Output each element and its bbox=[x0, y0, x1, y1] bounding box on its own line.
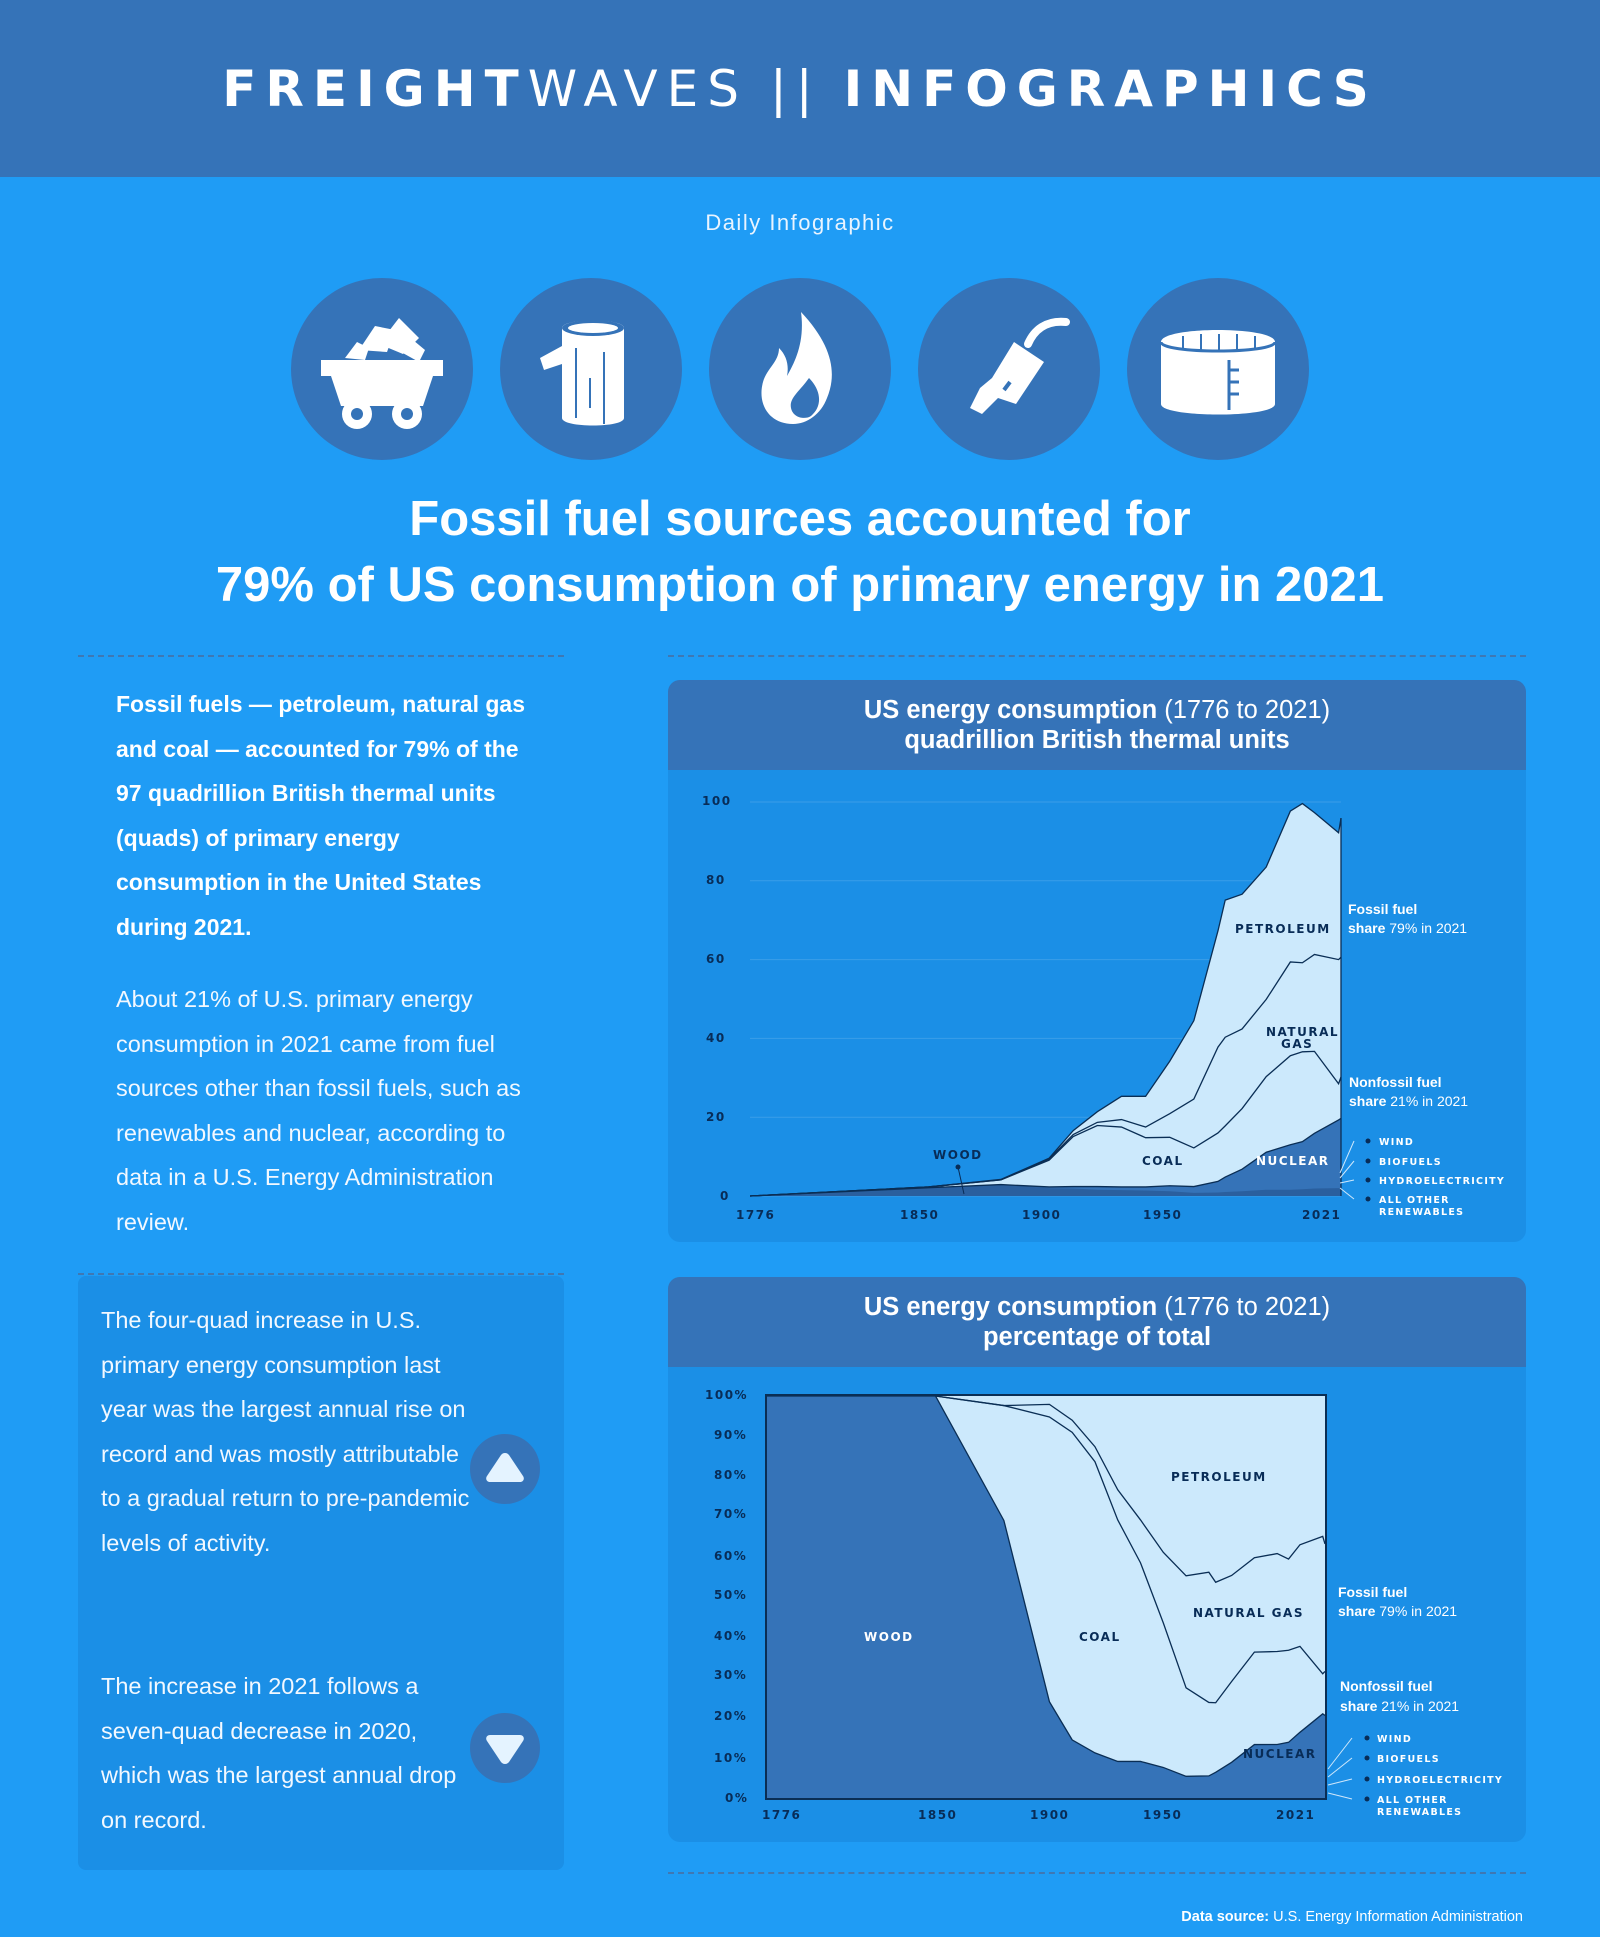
c2-ytick-90: 90% bbox=[714, 1428, 748, 1442]
subtitle: Daily Infographic bbox=[705, 210, 895, 235]
c2-ytick-50: 50% bbox=[714, 1588, 748, 1602]
c2-label-nuclear: NUCLEAR bbox=[1243, 1747, 1317, 1761]
c2-ytick-100: 100% bbox=[705, 1388, 749, 1402]
c1-xtick-1850: 1850 bbox=[900, 1208, 940, 1222]
c1-ytick-0: 0 bbox=[720, 1189, 730, 1203]
c2-xtick-1900: 1900 bbox=[1030, 1808, 1070, 1822]
c2-label-natural-gas: NATURAL GAS bbox=[1193, 1606, 1304, 1620]
brand-bold: FREIGHT bbox=[222, 59, 528, 118]
c1-label-nuclear: NUCLEAR bbox=[1256, 1154, 1330, 1168]
c2-label-other-2: RENEWABLES bbox=[1377, 1807, 1463, 1818]
c2-label-other-1: ALL OTHER bbox=[1377, 1795, 1448, 1806]
intro-paragraph: About 21% of U.S. primary energy consumption in 2021 came from fuel sources other than fossil fuels, such as renewables and nuclear, according to data in a U.S. Energy Administration review. bbox=[116, 986, 521, 1235]
c2-label-biofuels: BIOFUELS bbox=[1377, 1754, 1440, 1765]
c2-ytick-10: 10% bbox=[714, 1751, 748, 1765]
c1-xtick-1776: 1776 bbox=[736, 1208, 776, 1222]
chart-2-title-range: (1776 to 2021) bbox=[1164, 1293, 1331, 1321]
c1-label-biofuels: BIOFUELS bbox=[1379, 1157, 1442, 1168]
chart-2-title: US energy consumption bbox=[863, 1293, 1158, 1321]
fuel-nozzle-icon bbox=[918, 278, 1100, 460]
chart-1-title: US energy consumption bbox=[863, 696, 1158, 724]
c1-ytick-60: 60 bbox=[706, 952, 726, 966]
data-source bbox=[1181, 1909, 1523, 1925]
arrow-up-icon bbox=[470, 1434, 540, 1504]
svg-text:share 79% in 2021 bbox=[1348, 920, 1467, 936]
headline-line-2: 79% of US consumption of primary energy in 2021 bbox=[215, 558, 1385, 612]
c1-ytick-80: 80 bbox=[706, 873, 726, 887]
c1-label-hydro: HYDROELECTRICITY bbox=[1379, 1176, 1506, 1187]
c2-label-hydro: HYDROELECTRICITY bbox=[1377, 1775, 1504, 1786]
c1-label-wood: WOOD bbox=[933, 1148, 983, 1162]
arrow-down-icon bbox=[470, 1713, 540, 1783]
intro-lead: Fossil fuels — petroleum, natural gas and coal — accounted for 79% of the 97 quadrillion British thermal units (quads) of primary energy consumption in the United States during 2021. bbox=[116, 691, 525, 940]
c2-ytick-20: 20% bbox=[714, 1709, 748, 1723]
c1-fossil-share-bold: share bbox=[1348, 920, 1386, 936]
c1-label-coal: COAL bbox=[1142, 1154, 1184, 1168]
c2-small-leaders bbox=[1328, 1738, 1352, 1799]
chart-1-subtitle: quadrillion British thermal units bbox=[904, 726, 1290, 754]
c2-nonfossil-share-bold: share bbox=[1340, 1698, 1378, 1714]
c2-fossil-share-bold: share bbox=[1338, 1603, 1376, 1619]
c1-ytick-100: 100 bbox=[702, 794, 732, 808]
c2-label-coal: COAL bbox=[1079, 1630, 1121, 1644]
divider-left-middle bbox=[78, 1273, 564, 1275]
divider-right-top bbox=[668, 655, 1526, 657]
decrease-text: The increase in 2021 follows a seven-quad decrease in 2020, which was the largest annual drop on record. bbox=[101, 1673, 457, 1833]
c2-label-wind: WIND bbox=[1377, 1734, 1413, 1745]
c2-label-wood: WOOD bbox=[864, 1630, 914, 1644]
c1-label-natural-gas-1: NATURAL bbox=[1266, 1025, 1340, 1039]
c1-small-leaders bbox=[1340, 1141, 1354, 1199]
c2-fossil-share-value: 79% in 2021 bbox=[1379, 1603, 1458, 1619]
c2-label-petroleum: PETROLEUM bbox=[1171, 1470, 1267, 1484]
brand-section: INFOGRAPHICS bbox=[843, 59, 1378, 118]
c1-nonfossil-share-bold: share bbox=[1349, 1093, 1387, 1109]
chart-1-title-range: (1776 to 2021) bbox=[1164, 696, 1331, 724]
c2-xtick-1850: 1850 bbox=[918, 1808, 958, 1822]
c1-ytick-20: 20 bbox=[706, 1110, 726, 1124]
c1-nonfossil-share-value: 21% in 2021 bbox=[1390, 1093, 1469, 1109]
source-label: Data source: bbox=[1181, 1909, 1270, 1925]
chart-2-subtitle: percentage of total bbox=[982, 1323, 1212, 1351]
c2-ytick-60: 60% bbox=[714, 1549, 748, 1563]
coal-cart-icon bbox=[291, 278, 473, 460]
c1-label-other-2: RENEWABLES bbox=[1379, 1207, 1465, 1218]
chart-2-plot bbox=[668, 1367, 1526, 1842]
wood-log-icon bbox=[500, 278, 682, 460]
headline bbox=[0, 486, 1600, 618]
chart-1-header bbox=[668, 680, 1526, 770]
c1-fossil-title: Fossil fuel bbox=[1348, 901, 1418, 917]
c2-xtick-2021: 2021 bbox=[1276, 1808, 1316, 1822]
c1-label-petroleum: PETROLEUM bbox=[1235, 922, 1331, 936]
c2-ytick-80: 80% bbox=[714, 1468, 748, 1482]
c1-xtick-2021: 2021 bbox=[1302, 1208, 1342, 1222]
c2-nonfossil-share-value: 21% in 2021 bbox=[1381, 1698, 1460, 1714]
brand-title bbox=[222, 60, 1377, 118]
source-value: U.S. Energy Information Administration bbox=[1273, 1909, 1523, 1925]
flame-icon bbox=[709, 278, 891, 460]
storage-tank-icon bbox=[1127, 278, 1309, 460]
chart-card-percent bbox=[668, 1277, 1526, 1842]
brand-light: WAVES bbox=[527, 59, 748, 118]
svg-text:share 79% in 2021 bbox=[1338, 1603, 1457, 1619]
chart-card-quads bbox=[668, 680, 1526, 1242]
c2-fossil-title: Fossil fuel bbox=[1338, 1584, 1408, 1600]
c1-label-wind: WIND bbox=[1379, 1137, 1415, 1148]
c1-fossil-area bbox=[750, 804, 1341, 1196]
icon-row bbox=[291, 278, 1311, 460]
c1-label-other-1: ALL OTHER bbox=[1379, 1195, 1450, 1206]
c2-nonfossil-title: Nonfossil fuel bbox=[1340, 1678, 1433, 1694]
c2-ytick-70: 70% bbox=[714, 1507, 748, 1521]
c2-ytick-30: 30% bbox=[714, 1668, 748, 1682]
c2-xtick-1776: 1776 bbox=[762, 1808, 802, 1822]
brand-separator: || bbox=[769, 59, 822, 118]
svg-text:share 21% in 2021 bbox=[1349, 1093, 1468, 1109]
divider-left-top bbox=[78, 655, 564, 657]
c2-xtick-1950: 1950 bbox=[1143, 1808, 1183, 1822]
c1-label-natural-gas-2: GAS bbox=[1281, 1037, 1314, 1051]
c1-ytick-40: 40 bbox=[706, 1031, 726, 1045]
c2-ytick-40: 40% bbox=[714, 1629, 748, 1643]
increase-text: The four-quad increase in U.S. primary energy consumption last year was the largest annual rise on record and was mostly attributable to a gradual return to pre-pandemic levels of activity. bbox=[101, 1307, 470, 1556]
c2-ytick-0: 0% bbox=[725, 1791, 749, 1805]
svg-text:share 21% in 2021 bbox=[1340, 1698, 1459, 1714]
chart-1-plot bbox=[668, 770, 1526, 1242]
c1-fossil-share-value: 79% in 2021 bbox=[1389, 920, 1468, 936]
chart-2-header bbox=[668, 1277, 1526, 1367]
side-panel bbox=[78, 1276, 564, 1870]
header-banner bbox=[0, 0, 1600, 177]
c1-xtick-1900: 1900 bbox=[1022, 1208, 1062, 1222]
c1-xtick-1950: 1950 bbox=[1143, 1208, 1183, 1222]
divider-bottom bbox=[668, 1872, 1526, 1874]
c1-nonfossil-title: Nonfossil fuel bbox=[1349, 1074, 1442, 1090]
headline-line-1: Fossil fuel sources accounted for bbox=[409, 492, 1191, 546]
